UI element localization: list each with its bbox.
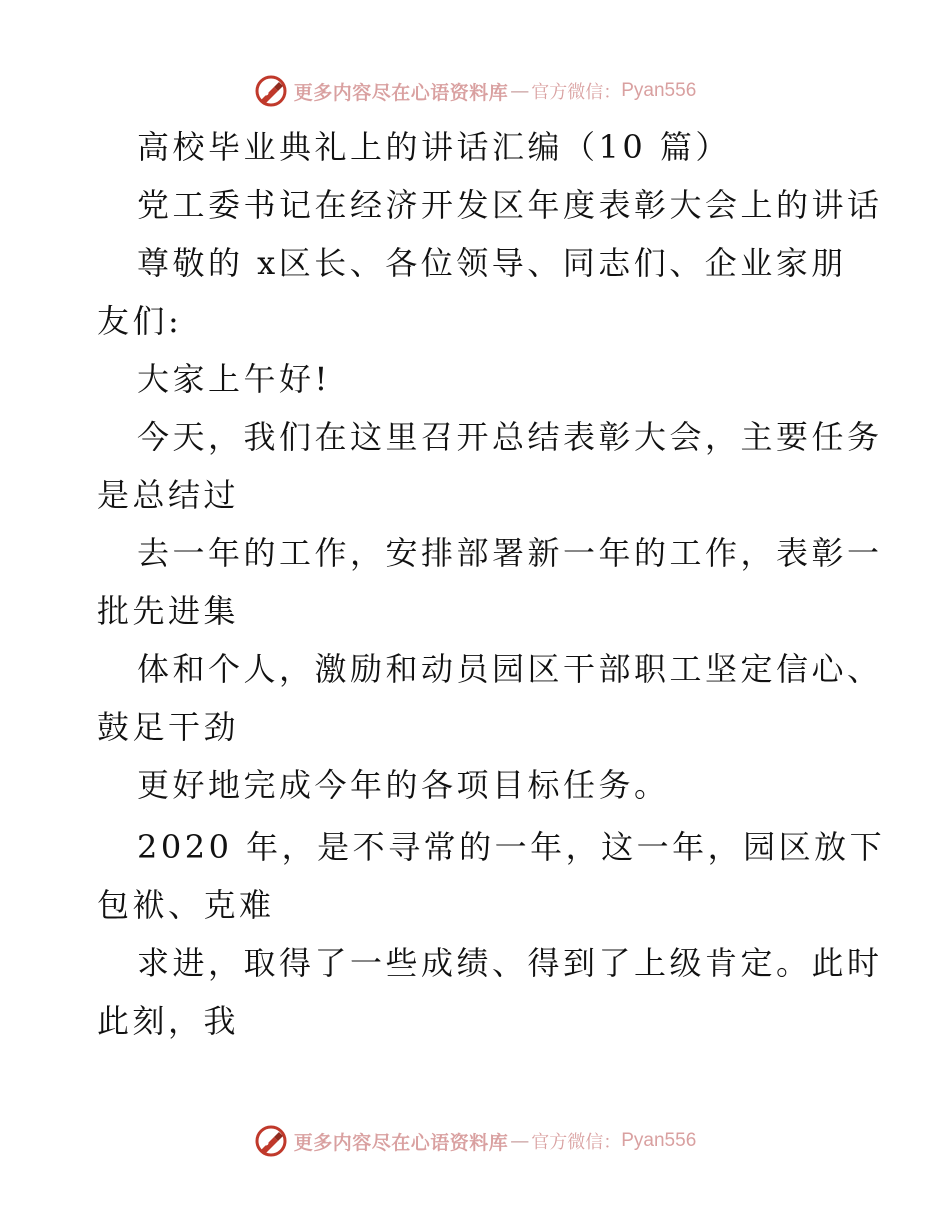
- header-watermark: [0, 71, 950, 111]
- watermark-label: 官方微信：: [531, 1132, 622, 1153]
- text-line: 尊敬的 x区长、各位领导、同志们、企业家朋: [137, 244, 847, 282]
- document-title: 高校毕业典礼上的讲话汇编（10 篇）: [137, 128, 731, 166]
- pen-logo-icon: [254, 74, 288, 108]
- text-line: 此刻，我: [97, 1002, 240, 1040]
- text-line: 去一年的工作，安排部署新一年的工作，表彰一: [137, 534, 883, 572]
- footer-watermark: [0, 1121, 950, 1161]
- watermark-separator: —: [510, 80, 530, 102]
- text-line: 大家上午好!: [137, 360, 331, 398]
- watermark-text: 更多内容尽在心语资料库: [293, 1131, 509, 1154]
- text-line: 体和个人，激励和动员园区干部职工坚定信心、: [137, 650, 883, 688]
- watermark-wechat-id: Pyan556: [621, 1130, 697, 1151]
- speech-title: 党工委书记在经济开发区年度表彰大会上的讲话: [137, 186, 883, 224]
- text-line: 2020 年，是不寻常的一年，这一年，园区放下: [137, 828, 886, 866]
- text-line: 是总结过: [97, 476, 240, 514]
- text-line: 今天，我们在这里召开总结表彰大会，主要任务: [137, 418, 883, 456]
- text-line: 包袱、克难: [97, 886, 275, 924]
- text-line: 更好地完成今年的各项目标任务。: [137, 766, 670, 804]
- watermark-label: 官方微信：: [531, 82, 622, 103]
- text-line: 鼓足干劲: [97, 708, 240, 746]
- text-line: 求进，取得了一些成绩、得到了上级肯定。此时: [137, 944, 883, 982]
- watermark-separator: —: [510, 1130, 530, 1152]
- pen-logo-icon: [254, 1124, 288, 1158]
- watermark-wechat-id: Pyan556: [621, 80, 697, 101]
- watermark-text: 更多内容尽在心语资料库: [293, 81, 509, 104]
- text-line: 友们:: [97, 302, 183, 340]
- text-line: 批先进集: [97, 592, 240, 630]
